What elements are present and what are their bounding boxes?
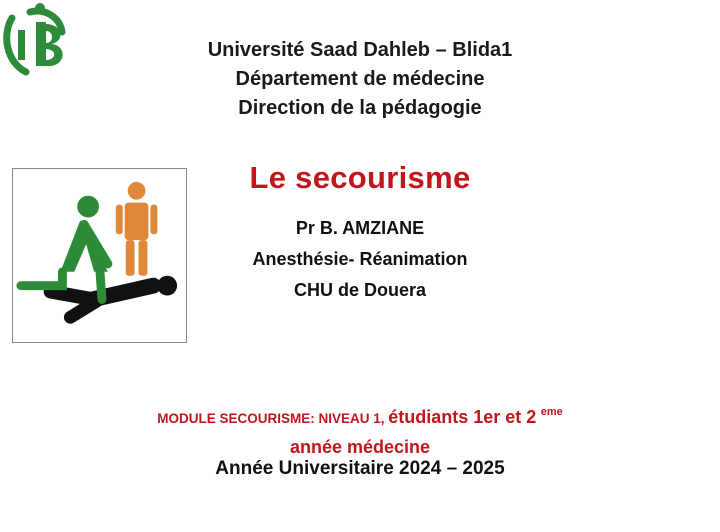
module-students: étudiants 1er et 2	[388, 407, 537, 427]
university-logo	[0, 0, 76, 80]
author-hospital: CHU de Douera	[293, 280, 427, 300]
module-info	[90, 398, 630, 461]
department-name: Département de médecine	[235, 68, 485, 90]
module-year-level: année médecine	[289, 437, 431, 457]
page-title: Le secourisme	[249, 160, 471, 195]
rescuer-figure	[21, 196, 108, 300]
author-block	[180, 213, 540, 306]
institution-header	[140, 36, 580, 123]
first-aid-cpr-pictogram	[12, 168, 187, 343]
author-specialty: Anesthésie- Réanimation	[252, 249, 468, 269]
module-superscript: eme	[540, 406, 563, 418]
module-prefix: MODULE SECOURISME: NIVEAU 1,	[157, 411, 389, 426]
bystander-figure	[116, 182, 158, 276]
academic-year: Année Universitaire 2024 – 2025	[215, 458, 505, 479]
direction-name: Direction de la pédagogie	[238, 97, 482, 119]
university-name: Université Saad Dahleb – Blida1	[207, 39, 513, 61]
victim-figure	[51, 276, 178, 318]
author-name: Pr B. AMZIANE	[295, 218, 425, 238]
